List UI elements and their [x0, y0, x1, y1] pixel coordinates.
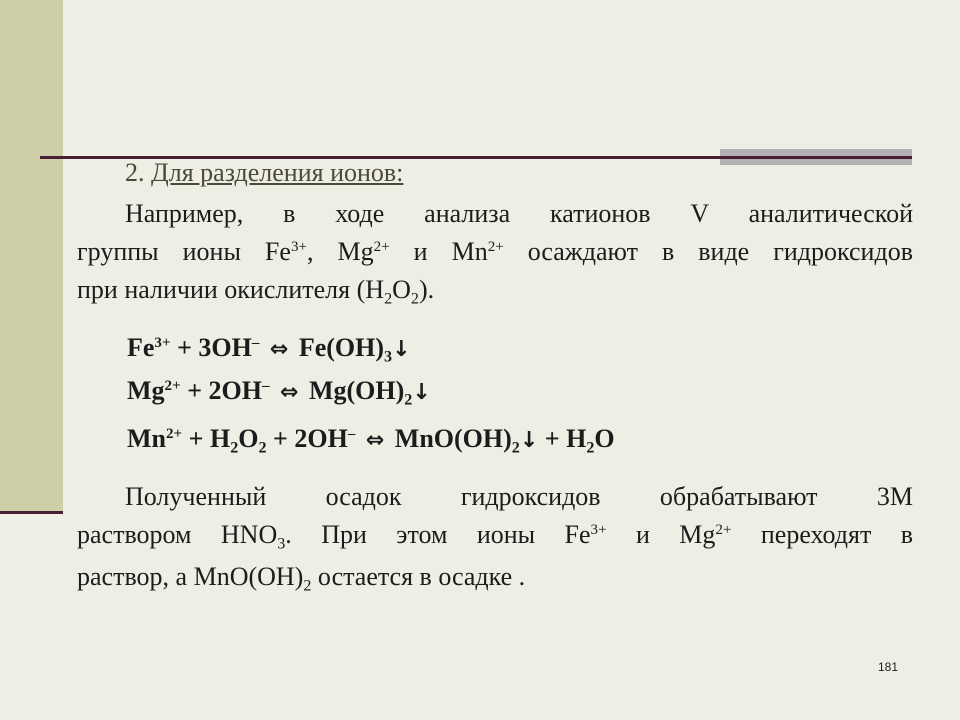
equation-magnesium: $Mg^{2+} + 2OH^-$ ⇔ $Mg(OH)_2↓$ [127, 376, 431, 409]
precipitate-arrow-icon: ↓ [519, 428, 539, 453]
intro-line-3: при наличии окислителя $(H_2O_2)$. [77, 275, 435, 308]
equilibrium-arrow-icon: ⇔ [269, 337, 289, 362]
equilibrium-arrow-icon: ⇔ [365, 428, 385, 453]
intro-line-2: группы ионы $Fe^{3+}$, $Mg^{2+}$ и $Mn^{2+}$ осаждают в виде гидроксидов [77, 237, 913, 266]
page-number: 181 [878, 660, 899, 674]
equation-manganese: $Mn^{2+} + H_2O_2 + 2OH^-$ ⇔ $MnO(OH)_2↓ + H_2O$ [127, 424, 615, 457]
intro-line-1: Например, в ходе анализа катионов V аналитической [125, 199, 913, 228]
sidebar-bottom-rule [0, 511, 63, 514]
conclusion-line-3: раствор, а $MnO(OH)_2$ остается в осадке . [77, 562, 526, 595]
equation-iron: $Fe^{3+} + 3OH^-$ ⇔ $Fe(OH)_3↓$ [127, 333, 411, 366]
precipitate-arrow-icon: ↓ [412, 380, 431, 405]
intro-paragraph [77, 195, 913, 309]
left-sidebar-band [0, 0, 63, 514]
precipitate-arrow-icon: ↓ [392, 337, 411, 362]
section-number: 2. [125, 158, 151, 187]
section-heading [125, 158, 403, 188]
section-title: Для разделения ионов: [151, 158, 404, 187]
conclusion-line-1: Полученный осадок гидроксидов обрабатывают 3М [125, 482, 913, 511]
equilibrium-arrow-icon: ⇔ [280, 380, 299, 405]
conclusion-line-2: раствором $HNO_3$. При этом ионы $Fe^{3+}$ и $Mg^{2+}$ переходят в [77, 520, 914, 553]
conclusion-paragraph [77, 478, 913, 596]
